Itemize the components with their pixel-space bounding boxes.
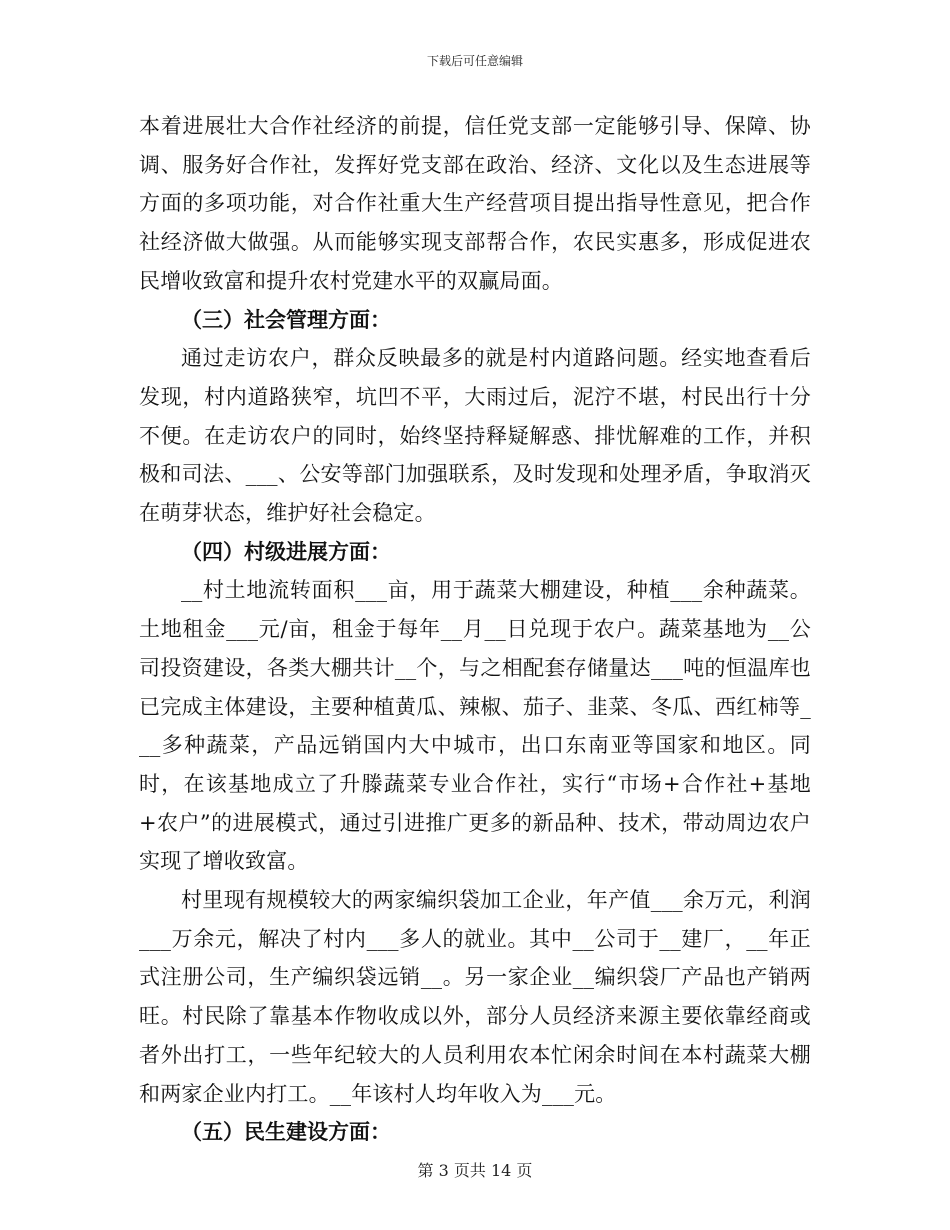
page-footer: 第 3 页共 14 页 [417, 1161, 533, 1180]
section-heading-village-development: （四）村级进展方面： [181, 539, 391, 564]
document-body [139, 107, 811, 1152]
paragraph-social-management: 通过走访农户，群众反映最多的就是村内道路问题。经实地查看后发现，村内道路狭窄，坑凹不平，大雨过后，泥泞不堪，村民出行十分不便。在走访农户的同时，始终坚持释疑解惑、排忧解难的工作，并积极和司法、___、公安等部门加强联系，及时发现和处理矛盾，争取消灭在萌芽状态，维护好社会稳定。 [139, 346, 811, 526]
paragraph-vegetable-base: __村土地流转面积___亩，用于蔬菜大棚建设，种植___余种蔬菜。土地租金___元/亩，租金于每年__月__日兑现于农户。蔬菜基地为__公司投资建设，各类大棚共计__个，与之相配套存储量达___吨的恒温库也已完成主体建设，主要种植黄瓜、辣椒、茄子、韭菜、冬瓜、西红柿等___多种蔬菜，产品远销国内大中城市，出口东南亚等国家和地区。同时，在该基地成立了升滕蔬菜专业合作社，实行“市场+合作社+基地+农户”的进展模式，通过引进推广更多的新品种、技术，带动周边农户实现了增收致富。 [139, 578, 811, 874]
page-header: 下载后可任意编辑 [426, 54, 523, 68]
section-heading-livelihood: （五）民生建设方面： [181, 1120, 391, 1145]
paragraph-cooperative: 本着进展壮大合作社经济的前提，信任党支部一定能够引导、保障、协调、服务好合作社，发挥好党支部在政治、经济、文化以及生态进展等方面的多项功能，对合作社重大生产经营项目提出指导性意见，把合作社经济做大做强。从而能够实现支部帮合作，农民实惠多，形成促进农民增收致富和提升农村党建水平的双赢局面。 [139, 114, 811, 293]
section-heading-social-management: （三）社会管理方面： [181, 307, 391, 332]
paragraph-enterprises: 村里现有规模较大的两家编织袋加工企业，年产值___余万元，利润___万余元，解决了村内___多人的就业。其中__公司于__建厂，__年正式注册公司，生产编织袋远销__。另一家企业__编织袋厂产品也产销两旺。村民除了靠基本作物收成以外，部分人员经济来源主要依靠经商或者外出打工，一些年纪较大的人员利用农本忙闲余时间在本村蔬菜大棚和两家企业内打工。__年该村人均年收入为___元。 [139, 888, 811, 1106]
